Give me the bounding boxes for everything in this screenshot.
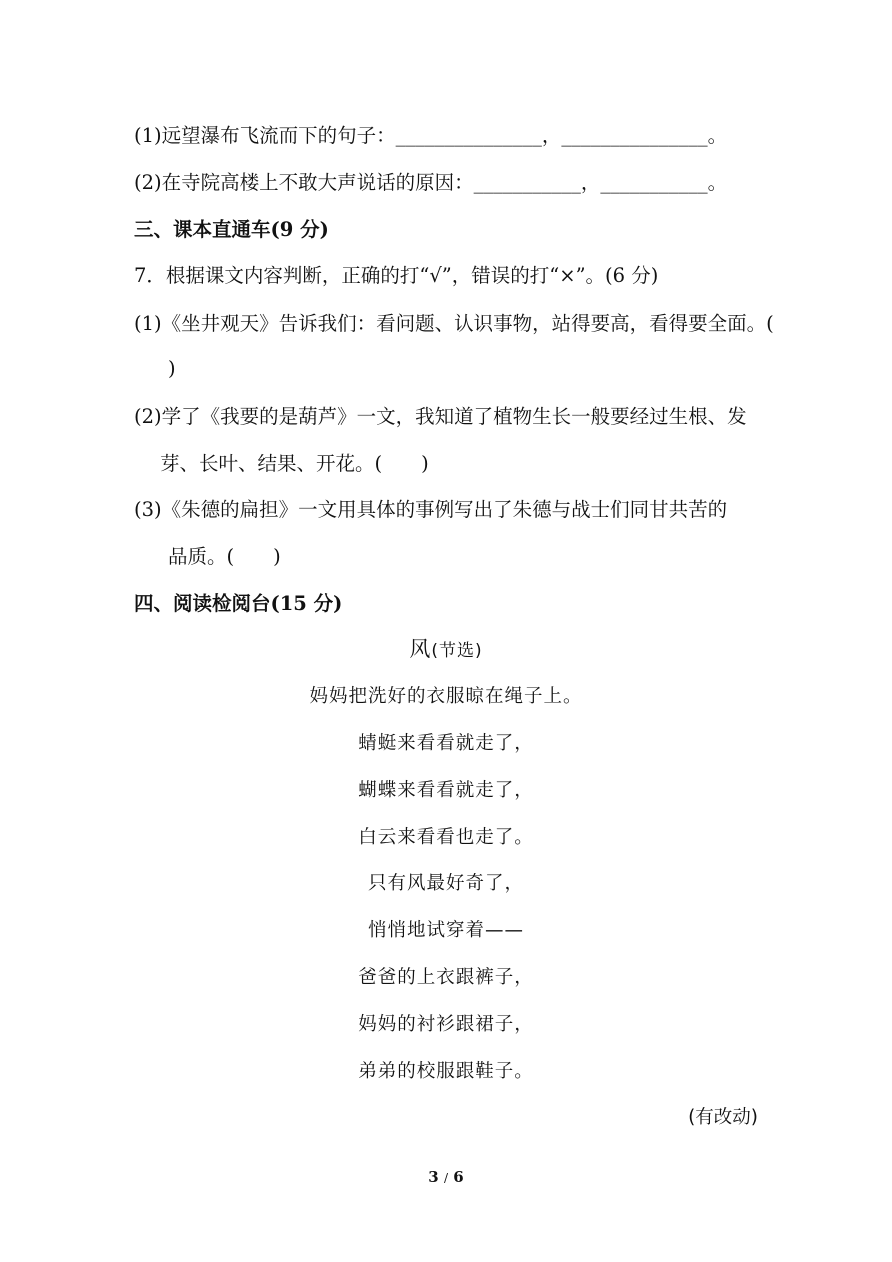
poem-line: 蜻蜓来看看就走了， xyxy=(358,733,534,754)
poem-line: 弟弟的校服跟鞋子。 xyxy=(358,1061,534,1082)
judge-item-1-line2: ) xyxy=(168,357,176,380)
poem-line: 悄悄地试穿着—— xyxy=(367,920,524,941)
page-number xyxy=(0,1168,892,1186)
poem-line: 只有风最好奇了， xyxy=(367,873,524,894)
poem-line: 白云来看看也走了。 xyxy=(358,827,534,848)
section-heading-three: 三、课本直通车(9 分) xyxy=(134,218,329,241)
page-separator: / xyxy=(443,1171,449,1185)
page-total: 6 xyxy=(453,1168,464,1186)
source-note: (有改动) xyxy=(688,1107,758,1128)
question-item-2: (2)在寺院高楼上不敢大声说话的原因：___________，___________。 xyxy=(134,171,728,194)
question-7: 7．根据课文内容判断，正确的打“√”，错误的打“×”。(6 分) xyxy=(134,264,659,287)
page-current: 3 xyxy=(428,1168,439,1186)
judge-item-2-line2: 芽、长叶、结果、开花。( ) xyxy=(160,452,429,475)
poem-line: 蝴蝶来看看就走了， xyxy=(358,780,534,801)
judge-item-3-line2: 品质。( ) xyxy=(168,545,281,568)
judge-item-1-line1: (1)《坐井观天》告诉我们：看问题、认识事物，站得要高，看得要全面。( xyxy=(134,312,774,335)
section-heading-four: 四、阅读检阅台(15 分) xyxy=(134,592,343,615)
poem-line: 爸爸的上衣跟裤子， xyxy=(358,967,534,988)
poem-title-text: 风 xyxy=(409,637,432,661)
poem-title xyxy=(0,636,892,664)
poem-title-note: (节选) xyxy=(431,641,483,661)
poem-line: 妈妈把洗好的衣服晾在绳子上。 xyxy=(309,686,583,707)
poem-line: 妈妈的衬衫跟裙子， xyxy=(358,1014,534,1035)
judge-item-3-line1: (3)《朱德的扁担》一文用具体的事例写出了朱德与战士们同甘共苦的 xyxy=(134,498,728,521)
question-item-1: (1)远望瀑布飞流而下的句子：_______________，_______________。 xyxy=(134,124,728,147)
judge-item-2-line1: (2)学了《我要的是葫芦》一文，我知道了植物生长一般要经过生根、发 xyxy=(134,405,747,428)
